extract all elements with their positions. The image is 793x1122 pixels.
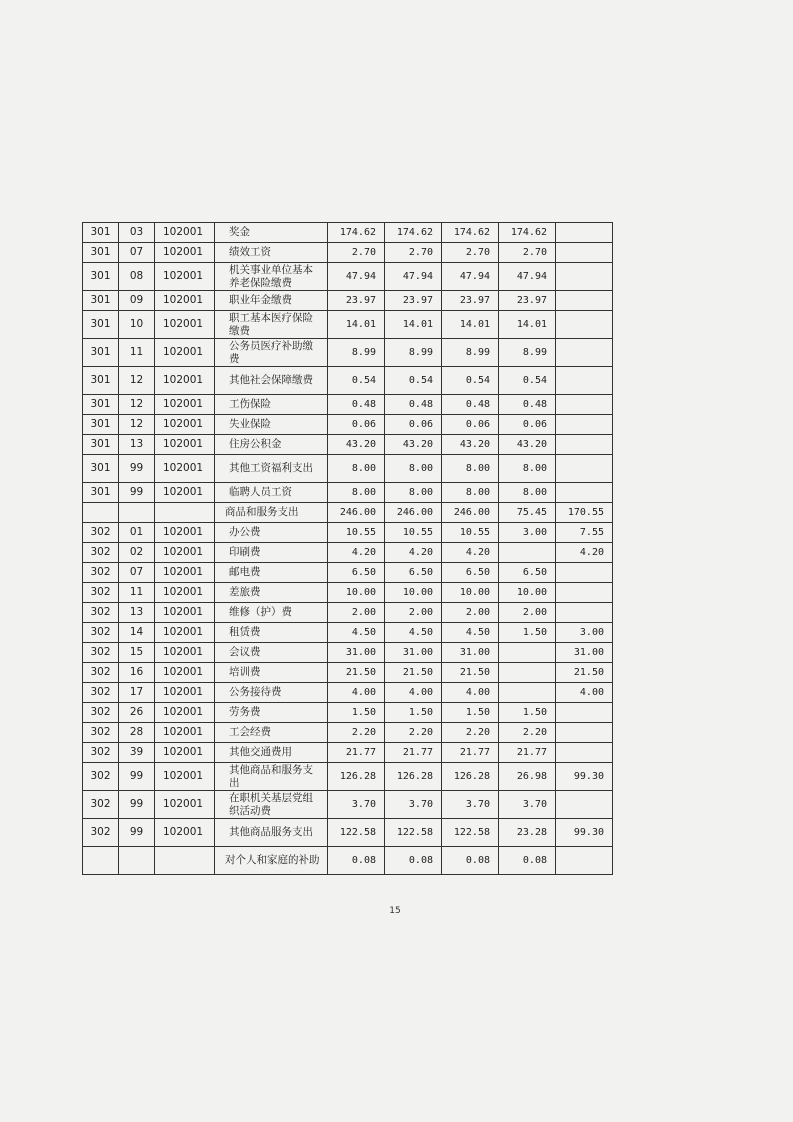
cell-item-name: 职工基本医疗保险缴费 xyxy=(215,311,328,339)
cell-class xyxy=(83,503,119,523)
cell-item: 10 xyxy=(119,311,155,339)
cell-subtotal: 1.50 xyxy=(385,703,442,723)
cell-total: 43.20 xyxy=(328,435,385,455)
cell-item-name: 租赁费 xyxy=(215,623,328,643)
cell-basic-expenditure: 8.00 xyxy=(499,483,556,503)
cell-total: 126.28 xyxy=(328,763,385,791)
cell-item-name: 在职机关基层党组织活动费 xyxy=(215,791,328,819)
cell-item: 99 xyxy=(119,455,155,483)
cell-unit-code: 102001 xyxy=(155,743,215,763)
cell-general-budget: 47.94 xyxy=(442,263,499,291)
cell-basic-expenditure xyxy=(499,663,556,683)
cell-basic-expenditure: 174.62 xyxy=(499,223,556,243)
cell-total: 21.77 xyxy=(328,743,385,763)
cell-item-name: 住房公积金 xyxy=(215,435,328,455)
cell-project-expenditure: 31.00 xyxy=(556,643,613,663)
cell-basic-expenditure: 0.06 xyxy=(499,415,556,435)
cell-general-budget: 1.50 xyxy=(442,703,499,723)
cell-basic-expenditure: 21.77 xyxy=(499,743,556,763)
cell-unit-code: 102001 xyxy=(155,623,215,643)
table-row xyxy=(83,563,613,583)
cell-subtotal: 174.62 xyxy=(385,223,442,243)
cell-item-name: 差旅费 xyxy=(215,583,328,603)
cell-general-budget: 3.70 xyxy=(442,791,499,819)
table-row xyxy=(83,339,613,367)
cell-total: 2.00 xyxy=(328,603,385,623)
cell-total: 122.58 xyxy=(328,819,385,847)
cell-project-expenditure xyxy=(556,583,613,603)
cell-basic-expenditure: 47.94 xyxy=(499,263,556,291)
cell-total: 8.00 xyxy=(328,455,385,483)
cell-class: 302 xyxy=(83,723,119,743)
cell-general-budget: 2.00 xyxy=(442,603,499,623)
cell-item-name: 对个人和家庭的补助 xyxy=(215,847,328,875)
cell-basic-expenditure xyxy=(499,543,556,563)
cell-item-name: 其他交通费用 xyxy=(215,743,328,763)
cell-total: 14.01 xyxy=(328,311,385,339)
cell-item: 16 xyxy=(119,663,155,683)
cell-project-expenditure xyxy=(556,455,613,483)
cell-item-name: 失业保险 xyxy=(215,415,328,435)
cell-item-name: 工伤保险 xyxy=(215,395,328,415)
cell-subtotal: 6.50 xyxy=(385,563,442,583)
cell-total: 8.99 xyxy=(328,339,385,367)
cell-project-expenditure xyxy=(556,703,613,723)
cell-general-budget: 21.50 xyxy=(442,663,499,683)
cell-project-expenditure: 7.55 xyxy=(556,523,613,543)
cell-general-budget: 10.55 xyxy=(442,523,499,543)
cell-project-expenditure: 99.30 xyxy=(556,763,613,791)
cell-basic-expenditure: 0.48 xyxy=(499,395,556,415)
cell-basic-expenditure: 1.50 xyxy=(499,623,556,643)
cell-unit-code: 102001 xyxy=(155,367,215,395)
cell-item: 99 xyxy=(119,483,155,503)
table-row xyxy=(83,703,613,723)
cell-item-name: 印刷费 xyxy=(215,543,328,563)
table-row xyxy=(83,819,613,847)
cell-unit-code: 102001 xyxy=(155,643,215,663)
cell-general-budget: 0.08 xyxy=(442,847,499,875)
cell-item-name: 办公费 xyxy=(215,523,328,543)
cell-item-name: 其他商品和服务支出 xyxy=(215,763,328,791)
cell-total: 174.62 xyxy=(328,223,385,243)
table-row xyxy=(83,763,613,791)
cell-item-name: 会议费 xyxy=(215,643,328,663)
cell-project-expenditure: 170.55 xyxy=(556,503,613,523)
cell-basic-expenditure: 75.45 xyxy=(499,503,556,523)
cell-project-expenditure xyxy=(556,723,613,743)
table-row xyxy=(83,483,613,503)
cell-item: 03 xyxy=(119,223,155,243)
cell-subtotal: 47.94 xyxy=(385,263,442,291)
cell-project-expenditure xyxy=(556,791,613,819)
table-row xyxy=(83,415,613,435)
table-row xyxy=(83,683,613,703)
cell-class: 302 xyxy=(83,819,119,847)
cell-unit-code: 102001 xyxy=(155,603,215,623)
cell-unit-code: 102001 xyxy=(155,791,215,819)
cell-item-name: 绩效工资 xyxy=(215,243,328,263)
cell-subtotal: 8.00 xyxy=(385,483,442,503)
cell-total: 0.54 xyxy=(328,367,385,395)
cell-total: 31.00 xyxy=(328,643,385,663)
cell-basic-expenditure xyxy=(499,683,556,703)
cell-project-expenditure xyxy=(556,223,613,243)
table-row xyxy=(83,663,613,683)
cell-total: 10.00 xyxy=(328,583,385,603)
cell-subtotal: 122.58 xyxy=(385,819,442,847)
cell-class: 302 xyxy=(83,583,119,603)
cell-general-budget: 2.70 xyxy=(442,243,499,263)
cell-project-expenditure xyxy=(556,395,613,415)
cell-unit-code: 102001 xyxy=(155,339,215,367)
cell-item-name: 公务接待费 xyxy=(215,683,328,703)
cell-class: 301 xyxy=(83,243,119,263)
cell-class: 301 xyxy=(83,415,119,435)
cell-item-name: 机关事业单位基本养老保险缴费 xyxy=(215,263,328,291)
cell-basic-expenditure: 10.00 xyxy=(499,583,556,603)
cell-total: 0.48 xyxy=(328,395,385,415)
cell-class: 301 xyxy=(83,339,119,367)
cell-class: 302 xyxy=(83,663,119,683)
cell-subtotal: 31.00 xyxy=(385,643,442,663)
cell-item-name: 其他商品服务支出 xyxy=(215,819,328,847)
cell-general-budget: 4.00 xyxy=(442,683,499,703)
cell-basic-expenditure: 1.50 xyxy=(499,703,556,723)
cell-unit-code: 102001 xyxy=(155,291,215,311)
cell-item-name: 其他工资福利支出 xyxy=(215,455,328,483)
table-row xyxy=(83,643,613,663)
cell-project-expenditure xyxy=(556,435,613,455)
cell-item: 11 xyxy=(119,339,155,367)
cell-item-name: 临聘人员工资 xyxy=(215,483,328,503)
cell-unit-code xyxy=(155,847,215,875)
cell-general-budget: 2.20 xyxy=(442,723,499,743)
cell-subtotal: 126.28 xyxy=(385,763,442,791)
cell-project-expenditure xyxy=(556,291,613,311)
cell-item: 99 xyxy=(119,819,155,847)
cell-total: 10.55 xyxy=(328,523,385,543)
cell-subtotal: 246.00 xyxy=(385,503,442,523)
cell-unit-code: 102001 xyxy=(155,819,215,847)
cell-unit-code: 102001 xyxy=(155,395,215,415)
cell-project-expenditure xyxy=(556,603,613,623)
budget-table xyxy=(82,222,613,875)
cell-item: 99 xyxy=(119,791,155,819)
table-row xyxy=(83,455,613,483)
cell-subtotal: 0.08 xyxy=(385,847,442,875)
cell-basic-expenditure: 2.00 xyxy=(499,603,556,623)
cell-item-name: 工会经费 xyxy=(215,723,328,743)
cell-basic-expenditure xyxy=(499,643,556,663)
cell-unit-code: 102001 xyxy=(155,311,215,339)
cell-subtotal: 21.50 xyxy=(385,663,442,683)
cell-class: 302 xyxy=(83,791,119,819)
cell-item: 08 xyxy=(119,263,155,291)
cell-unit-code: 102001 xyxy=(155,523,215,543)
cell-unit-code: 102001 xyxy=(155,663,215,683)
cell-item: 26 xyxy=(119,703,155,723)
cell-project-expenditure xyxy=(556,263,613,291)
cell-general-budget: 174.62 xyxy=(442,223,499,243)
cell-project-expenditure xyxy=(556,339,613,367)
cell-item: 02 xyxy=(119,543,155,563)
cell-item: 12 xyxy=(119,367,155,395)
table-row xyxy=(83,503,613,523)
cell-unit-code: 102001 xyxy=(155,435,215,455)
cell-class: 301 xyxy=(83,483,119,503)
table-row xyxy=(83,623,613,643)
cell-basic-expenditure: 0.54 xyxy=(499,367,556,395)
cell-item-name: 维修（护）费 xyxy=(215,603,328,623)
cell-subtotal: 4.00 xyxy=(385,683,442,703)
cell-total: 0.06 xyxy=(328,415,385,435)
cell-class: 302 xyxy=(83,763,119,791)
cell-basic-expenditure: 8.99 xyxy=(499,339,556,367)
cell-class: 301 xyxy=(83,223,119,243)
table-row xyxy=(83,311,613,339)
cell-item: 99 xyxy=(119,763,155,791)
cell-item: 13 xyxy=(119,603,155,623)
cell-item-name: 其他社会保障缴费 xyxy=(215,367,328,395)
cell-subtotal: 0.54 xyxy=(385,367,442,395)
cell-class: 302 xyxy=(83,523,119,543)
cell-item: 09 xyxy=(119,291,155,311)
cell-unit-code: 102001 xyxy=(155,243,215,263)
cell-subtotal: 2.70 xyxy=(385,243,442,263)
cell-general-budget: 8.00 xyxy=(442,455,499,483)
cell-class: 302 xyxy=(83,643,119,663)
table-row xyxy=(83,743,613,763)
cell-general-budget: 21.77 xyxy=(442,743,499,763)
cell-unit-code: 102001 xyxy=(155,703,215,723)
cell-class: 302 xyxy=(83,623,119,643)
cell-unit-code: 102001 xyxy=(155,483,215,503)
cell-project-expenditure xyxy=(556,847,613,875)
cell-general-budget: 4.20 xyxy=(442,543,499,563)
cell-item: 13 xyxy=(119,435,155,455)
cell-subtotal: 23.97 xyxy=(385,291,442,311)
cell-class: 301 xyxy=(83,435,119,455)
page-number: 15 xyxy=(389,906,401,916)
cell-total: 4.00 xyxy=(328,683,385,703)
cell-total: 246.00 xyxy=(328,503,385,523)
cell-item-name: 商品和服务支出 xyxy=(215,503,328,523)
cell-item-name: 职业年金缴费 xyxy=(215,291,328,311)
cell-general-budget: 4.50 xyxy=(442,623,499,643)
cell-project-expenditure: 4.20 xyxy=(556,543,613,563)
cell-general-budget: 0.54 xyxy=(442,367,499,395)
cell-basic-expenditure: 0.08 xyxy=(499,847,556,875)
table-row xyxy=(83,243,613,263)
cell-project-expenditure xyxy=(556,415,613,435)
cell-total: 8.00 xyxy=(328,483,385,503)
cell-subtotal: 10.55 xyxy=(385,523,442,543)
cell-subtotal: 3.70 xyxy=(385,791,442,819)
table-row xyxy=(83,291,613,311)
cell-basic-expenditure: 43.20 xyxy=(499,435,556,455)
cell-subtotal: 4.50 xyxy=(385,623,442,643)
cell-unit-code: 102001 xyxy=(155,263,215,291)
cell-item xyxy=(119,847,155,875)
cell-total: 6.50 xyxy=(328,563,385,583)
cell-item: 07 xyxy=(119,243,155,263)
cell-class: 301 xyxy=(83,455,119,483)
cell-item: 14 xyxy=(119,623,155,643)
cell-class: 301 xyxy=(83,311,119,339)
cell-basic-expenditure: 2.70 xyxy=(499,243,556,263)
cell-general-budget: 31.00 xyxy=(442,643,499,663)
table-body xyxy=(83,223,613,875)
cell-item: 17 xyxy=(119,683,155,703)
cell-total: 23.97 xyxy=(328,291,385,311)
cell-unit-code: 102001 xyxy=(155,583,215,603)
cell-item: 15 xyxy=(119,643,155,663)
cell-total: 0.08 xyxy=(328,847,385,875)
cell-class: 301 xyxy=(83,291,119,311)
table-row xyxy=(83,223,613,243)
cell-general-budget: 14.01 xyxy=(442,311,499,339)
cell-unit-code: 102001 xyxy=(155,223,215,243)
cell-project-expenditure: 99.30 xyxy=(556,819,613,847)
cell-unit-code: 102001 xyxy=(155,763,215,791)
cell-general-budget: 0.06 xyxy=(442,415,499,435)
cell-item: 39 xyxy=(119,743,155,763)
cell-unit-code: 102001 xyxy=(155,415,215,435)
cell-class: 302 xyxy=(83,743,119,763)
cell-total: 3.70 xyxy=(328,791,385,819)
cell-general-budget: 43.20 xyxy=(442,435,499,455)
cell-basic-expenditure: 23.97 xyxy=(499,291,556,311)
cell-class: 302 xyxy=(83,683,119,703)
cell-class: 301 xyxy=(83,395,119,415)
cell-subtotal: 0.06 xyxy=(385,415,442,435)
cell-item: 28 xyxy=(119,723,155,743)
cell-unit-code: 102001 xyxy=(155,723,215,743)
cell-subtotal: 21.77 xyxy=(385,743,442,763)
cell-project-expenditure xyxy=(556,243,613,263)
cell-class: 302 xyxy=(83,563,119,583)
cell-subtotal: 4.20 xyxy=(385,543,442,563)
table-row xyxy=(83,367,613,395)
cell-general-budget: 0.48 xyxy=(442,395,499,415)
table-row xyxy=(83,543,613,563)
cell-general-budget: 122.58 xyxy=(442,819,499,847)
cell-general-budget: 246.00 xyxy=(442,503,499,523)
table-row xyxy=(83,723,613,743)
cell-item: 01 xyxy=(119,523,155,543)
cell-total: 1.50 xyxy=(328,703,385,723)
cell-subtotal: 8.99 xyxy=(385,339,442,367)
cell-project-expenditure: 21.50 xyxy=(556,663,613,683)
cell-class xyxy=(83,847,119,875)
cell-project-expenditure xyxy=(556,743,613,763)
cell-general-budget: 6.50 xyxy=(442,563,499,583)
cell-basic-expenditure: 2.20 xyxy=(499,723,556,743)
cell-general-budget: 8.00 xyxy=(442,483,499,503)
cell-basic-expenditure: 26.98 xyxy=(499,763,556,791)
cell-subtotal: 0.48 xyxy=(385,395,442,415)
cell-unit-code: 102001 xyxy=(155,683,215,703)
cell-subtotal: 10.00 xyxy=(385,583,442,603)
cell-unit-code: 102001 xyxy=(155,543,215,563)
cell-basic-expenditure: 14.01 xyxy=(499,311,556,339)
cell-unit-code xyxy=(155,503,215,523)
cell-project-expenditure xyxy=(556,311,613,339)
cell-item xyxy=(119,503,155,523)
cell-class: 301 xyxy=(83,367,119,395)
cell-project-expenditure xyxy=(556,367,613,395)
cell-total: 4.20 xyxy=(328,543,385,563)
cell-unit-code: 102001 xyxy=(155,455,215,483)
table-row xyxy=(83,523,613,543)
table-row xyxy=(83,263,613,291)
cell-project-expenditure: 3.00 xyxy=(556,623,613,643)
cell-project-expenditure xyxy=(556,483,613,503)
cell-unit-code: 102001 xyxy=(155,563,215,583)
table-row xyxy=(83,847,613,875)
cell-class: 301 xyxy=(83,263,119,291)
cell-total: 2.70 xyxy=(328,243,385,263)
cell-subtotal: 14.01 xyxy=(385,311,442,339)
cell-basic-expenditure: 3.70 xyxy=(499,791,556,819)
cell-total: 2.20 xyxy=(328,723,385,743)
cell-project-expenditure: 4.00 xyxy=(556,683,613,703)
cell-item-name: 邮电费 xyxy=(215,563,328,583)
cell-item-name: 公务员医疗补助缴费 xyxy=(215,339,328,367)
cell-project-expenditure xyxy=(556,563,613,583)
cell-item-name: 奖金 xyxy=(215,223,328,243)
cell-class: 302 xyxy=(83,703,119,723)
cell-item: 07 xyxy=(119,563,155,583)
cell-basic-expenditure: 8.00 xyxy=(499,455,556,483)
cell-item-name: 劳务费 xyxy=(215,703,328,723)
cell-item: 12 xyxy=(119,415,155,435)
cell-item: 12 xyxy=(119,395,155,415)
cell-subtotal: 2.20 xyxy=(385,723,442,743)
cell-basic-expenditure: 23.28 xyxy=(499,819,556,847)
cell-total: 47.94 xyxy=(328,263,385,291)
table-row xyxy=(83,603,613,623)
cell-basic-expenditure: 3.00 xyxy=(499,523,556,543)
table-row xyxy=(83,395,613,415)
cell-general-budget: 126.28 xyxy=(442,763,499,791)
cell-basic-expenditure: 6.50 xyxy=(499,563,556,583)
cell-item-name: 培训费 xyxy=(215,663,328,683)
table-row xyxy=(83,435,613,455)
cell-class: 302 xyxy=(83,603,119,623)
cell-subtotal: 2.00 xyxy=(385,603,442,623)
cell-general-budget: 23.97 xyxy=(442,291,499,311)
table-row xyxy=(83,791,613,819)
cell-item: 11 xyxy=(119,583,155,603)
cell-total: 21.50 xyxy=(328,663,385,683)
cell-general-budget: 8.99 xyxy=(442,339,499,367)
cell-total: 4.50 xyxy=(328,623,385,643)
cell-subtotal: 43.20 xyxy=(385,435,442,455)
table-row xyxy=(83,583,613,603)
cell-subtotal: 8.00 xyxy=(385,455,442,483)
cell-class: 302 xyxy=(83,543,119,563)
cell-general-budget: 10.00 xyxy=(442,583,499,603)
